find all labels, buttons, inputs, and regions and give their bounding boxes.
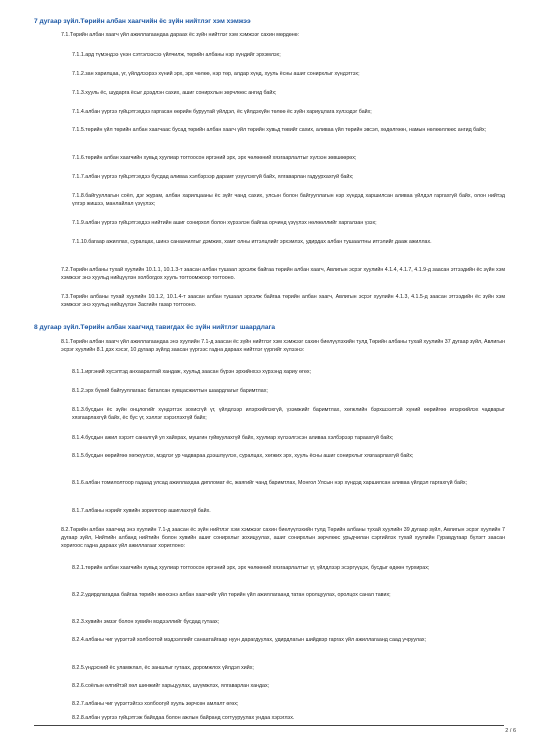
paragraph-8-1: 8.1.Төрийн албан хаагч үйл ажиллагаандаа энэ хуулийн 7.1-д заасан ёс зүйн нийтлэг хэм хэмжээг сахин биелүүлэхийн тулд Төрийн албаны тухай хуулийн 37 дугаар зүйл, Авлигын эсрэг хуулийн 8.1 дэх хэсэг, 10 дугаар зүйлд заасан үүргээс гадна дараах нийтлэг үүргийг хүлээнэ: [61,339,505,354]
paragraph-7-1-4: 7.1.4.албан үүргээ гүйцэтгэхдээ гаргасан өөрийн буруутай үйлдэл, ёс үйлдэхүйн төлөө ёс зүйн хариуцлага хүлээдэг байх; [72,109,372,115]
section-7-heading: 7 дугаар зүйл.Төрийн албан хаагчийн ёс зүйн нийтлэг хэм хэмжээ [34,18,251,25]
paragraph-7-1-3: 7.1.3.хууль ёс, шударга ёсыг дээдлэн сахих, ашиг сонирхлын зөрчлөөс ангид байх; [72,90,277,96]
paragraph-8-1-7: 8.1.7.албаны нэрийг хувийн зорилгоор ашиглахгүй байх. [72,508,211,514]
paragraph-7-1-8: 7.1.8.байгууллагын соёл, дэг журам, албан харилцааны ёс зүйг чанд сахих, улсын болон байгууллагын нэр хүндэд харшилсан аливаа үйлдэл гаргахгүй байх, олон нийтэд үлгэр жишээ, манлайлал үзүүлэх; [72,193,505,208]
paragraph-8-1-1: 8.1.1.иргэний хүсэлтэд анхааралтай хандаж, хуульд заасан бүрэн эрхийнхээ хүрээнд хариу өгөх; [72,369,311,375]
paragraph-7-1-2: 7.1.2.зан харилцаа, үг, үйлдлээрээ хүний эрх, эрх чөлөө, нэр төр, алдар хүнд, хууль ёсны ашиг сонирхлыг хүндэтгэх; [72,71,360,77]
paragraph-8-1-3: 8.1.3.бусдын ёс зүйн онцлогийг хүндэтгэх зохисгүй үг, үйлдлээр илэрхийлэхгүй, үзэмжийг баримтлах, хөгжлийн бэрхшээлтэй хүний өөрийгөө илэрхийлэх чадварыг хязгаарлахгүй байх, ёс бус үг, хэллэг хэрэглэхгүй байх; [72,407,505,422]
paragraph-7-1-6: 7.1.6.төрийн албан хаагчийн хувьд хуулиар тогтоосон иргэний эрх, эрх чөлөөний хязгаарлалтыг хүлээн зөвшөөрөх; [72,155,357,161]
paragraph-7-1-10: 7.1.10.багаар ажиллах, суралцах, шинэ санаачилгыг дэмжих, хамт олны итгэлцлийг эрхэмлэх, удирдах албан тушаалтны итгэлийг дааж ажиллах. [72,239,432,245]
paragraph-8-2-6: 8.2.6.соёлын өлгийтэй хөл шинжийг харьцуулах, шүүмжлэх, ялгаварлан хандах; [72,683,270,689]
paragraph-8-1-2: 8.1.2.эрх бүхий байгууллагаас баталсан хувцасжилтын шаардлагыг баримтлах; [72,388,268,394]
paragraph-8-2-2: 8.2.2.удирдлагадаа байгаа төрийн жинхэнэ албан хаагчийг үйл төрийн үйл ажиллагаанд татан оролцуулах, оролцох санал тавих; [72,592,391,598]
paragraph-8-2-3: 8.2.3.хувийн эмзэг болон хувийн мэдээллийг бусдад гутаах; [72,619,220,625]
paragraph-8-1-5: 8.1.5.бусдын өөрийгөө хөгжүүлэх, мэдлэг ур чадвараа дээшлүүлэх, суралцах, хөгжих эрх, хууль ёсны ашиг сонирхлыг хязгаарлахгүй байх; [72,453,414,459]
paragraph-7-1: 7.1.Төрийн албан хаагч үйл ажиллагаандаа дараах ёс зүйн нийтлэг хэм хэмжээг сахин мөрдөнө: [61,32,300,38]
paragraph-7-2: 7.2.Төрийн албаны тухай хуулийн 10.1.1, 10.1.3-т заасан албан тушаал эрхэлж байгаа төрийн албан хаагч, Авлигын эсрэг хуулийн 4.1.4, 4.1.7, 4.1.9-д заасан этгээдийн ёс зүйн хэм хэмжээг энэ хуульд нийцүүлэн холбогдох хууль тогтоомжоор тогтооно. [61,267,505,282]
paragraph-8-1-4: 8.1.4.бусдын ажил хэрэгт саналгүй ул хайхрах, мушгин гуйвуулахгүй байх, хуулиар хүлээлгэсэн аливаа хэлбэрээр тараахгүй байх; [72,435,394,441]
paragraph-8-2-7: 8.2.7.албаны чиг үүрэгтэйгээ холбоогүй хууль зөрчсөн амлалт өгөх; [72,701,239,707]
paragraph-8-2-1: 8.2.1.төрийн албан хаагчийн хувьд хуулиар тогтоосон иргэний эрх, эрх чөлөөний хязгаарлалтыг үг, үйлдлээр эсэргүүцэх, бусдыг өдөөн турхирах; [72,565,430,571]
section-8-heading: 8 дугаар зүйл.Төрийн албан хаагчид тавигдах ёс зүйн нийтлэг шаардлага [34,324,275,331]
footer-divider [34,725,504,726]
paragraph-8-2-4: 8.2.4.албаны чиг үүрэгтэй холбоотой мэдээллийг санаатайгаар нуун дарагдуулах, удирдлагын шийдвэр гаргах үйл ажиллагаанд саад учруулах; [72,637,427,643]
paragraph-7-1-7: 7.1.7.албан үүргээ гүйцэтгэхдээ бусдад аливаа хэлбэрээр дарамт үзүүлэхгүй байх, ялгаварлан гадуурхахгүй байх; [72,174,354,180]
paragraph-8-2-8: 8.2.8.албан үүргээ гүйцэтгэж байхдаа болон ажлын байранд согтууруулах ундаа хэрэглэх. [72,715,295,721]
paragraph-8-2: 8.2.Төрийн албан хаагчид энэ хуулийн 7.1-д заасан ёс зүйн нийтлэг хэм хэмжээг сахин биелүүлэхийн тулд Төрийн албаны тухай хуулийн 39 дугаар зүйл, Авлигын эсрэг хуулийн 7 дугаар зүйл, Нийтийн албанд нийтийн болон хувийн ашиг сонирхлыг зохицуулах, ашиг сонирхлын зөрчлөөс урьдчилан сэргийлэх тухай хуулийн Гуравдугаар бүлэгт заасан хоригоос гадна дараах үйл ажиллагааг хориглоно: [61,527,505,550]
paragraph-7-1-5: 7.1.5.төрийн үйл төрийн албан хаагчаас бусад төрийн албан хаагч үйл төрийн хувьд төвийг сахих, аливаа үйл төрийн эвсэл, хөдөлгөөн, намын нөлөөллөөс ангид байх; [72,127,487,133]
page-number: 2 / 6 [505,728,516,734]
paragraph-7-1-1: 7.1.1.ард түмэндээ үнэн сэтгэлээсээ үйлчилж, төрийн албаны нэр хүндийг эрхэмлэх; [72,52,281,58]
paragraph-7-3: 7.3.Төрийн албаны тухай хуулийн 10.1.2, 10.1.4-т заасан албан тушаал эрхэлж байгаа төрийн албан хаагч, Авлигын эсрэг хуулийн 4.1.3, 4.1.5-д заасан этгээдийн ёс зүйн хэм хэмжээг энэ хуульд нийцүүлэн Засгийн газар тогтооно. [61,294,505,309]
paragraph-8-1-6: 8.1.6.албан томилолтоор гадаад улсад ажиллахдаа дипломат ёс, жаягийг чанд баримтлах, Монгол Улсын нэр хүндэд харшилсан аливаа үйлдэл гаргахгүй байх; [72,480,468,486]
paragraph-7-1-9: 7.1.9.албан үүргээ гүйцэтгэхдээ нийтийн ашиг сонирхол болон хүрээлэн байгаа орчинд үзүүлэх нөлөөллийг харгалзан үзэх; [72,220,377,226]
paragraph-8-2-5: 8.2.5.үндэсний ёс уламжлал, ёс заншлыг гутаах, доромжлох үйлдэл хийх; [72,665,254,671]
